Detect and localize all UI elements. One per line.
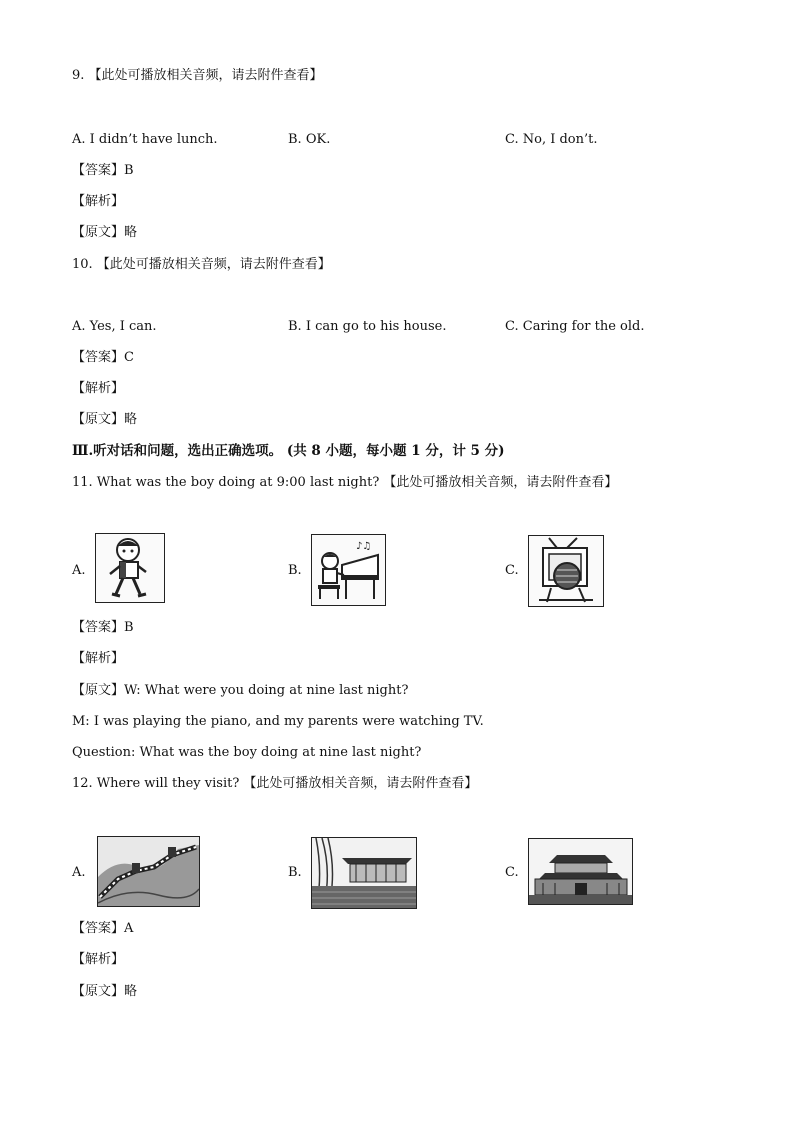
q9-option-b: B. OK. [288,132,331,147]
q11-option-b-label: B. [288,563,302,578]
q12-analysis: 【解析】 [72,952,125,967]
q9-transcript: 【原文】略 [72,225,138,240]
q11-analysis: 【解析】 [72,651,125,666]
q11-stem: 11. What was the boy doing at 9:00 last night? 【此处可播放相关音频，请去附件查看】 [72,475,618,490]
q12-stem: 12. Where will they visit? 【此处可播放相关音频，请去附件查看】 [72,776,478,791]
q10-option-b: B. I can go to his house. [288,319,447,334]
tiananmen-icon [528,838,633,905]
q9-option-a: A. I didn’t have lunch. [72,132,218,147]
q10-answer: 【答案】C [72,350,134,365]
q12-transcript: 【原文】略 [72,984,138,999]
boy-walking-icon [95,533,165,603]
q12-option-c-label: C. [505,865,519,880]
q12-answer: 【答案】A [72,921,134,936]
q11-answer: 【答案】B [72,620,134,635]
q11-option-c-label: C. [505,563,519,578]
q11-transcript-line-2: M: I was playing the piano, and my parents were watching TV. [72,714,484,729]
watching-tv-icon [528,535,604,607]
q10-analysis: 【解析】 [72,381,125,396]
summer-palace-icon [311,837,417,909]
q11-option-a-label: A. [72,563,86,578]
section-heading: Ⅲ.听对话和问题，选出正确选项。 (共 8 小题，每小题 1 分，计 5 分) [72,443,505,459]
q11-transcript-line-1: 【原文】W: What were you doing at nine last night? [72,683,409,698]
q9-answer: 【答案】B [72,163,134,178]
q10-option-c: C. Caring for the old. [505,319,645,334]
q11-transcript-line-3: Question: What was the boy doing at nine last night? [72,745,422,760]
q9-option-c: C. No, I don’t. [505,132,598,147]
svg-text:♪♫: ♪♫ [356,541,372,552]
q12-option-b-label: B. [288,865,302,880]
boy-playing-piano-icon [311,534,386,606]
great-wall-icon [97,836,200,907]
q12-option-a-label: A. [72,865,86,880]
q9-stem: 9. 【此处可播放相关音频，请去附件查看】 [72,68,323,83]
q10-option-a: A. Yes, I can. [72,319,157,334]
q10-stem: 10. 【此处可播放相关音频，请去附件查看】 [72,257,331,272]
q10-transcript: 【原文】略 [72,412,138,427]
q9-analysis: 【解析】 [72,194,125,209]
